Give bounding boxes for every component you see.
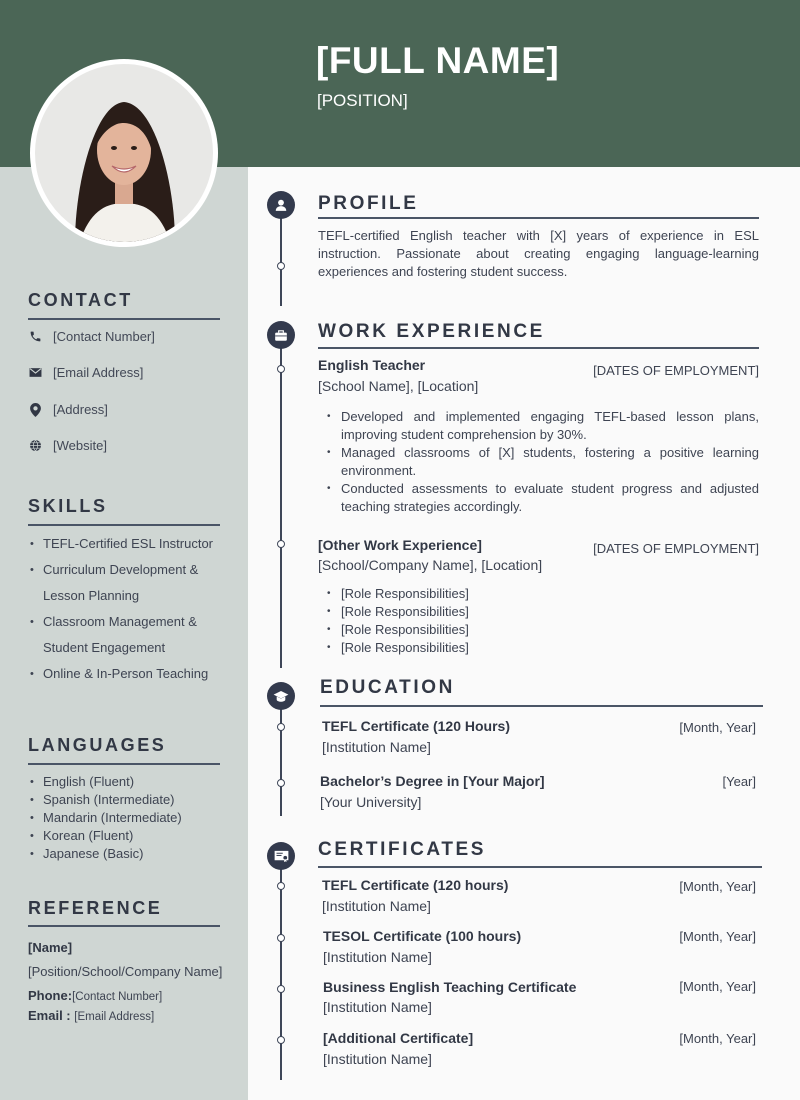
job-bullet: • Developed and implemented engaging TEFL-based lesson plans, improving student comprehension by 30%.: [326, 408, 759, 444]
skills-divider: [28, 524, 220, 526]
job-place: [School Name], [Location]: [318, 378, 479, 394]
education-title: Bachelor’s Degree in [Your Major]: [320, 773, 545, 789]
education-place: [Institution Name]: [322, 739, 431, 755]
briefcase-icon: [274, 329, 288, 342]
reference-phone-label: Phone:: [28, 988, 73, 1003]
skill-item: • Classroom Management &: [28, 609, 228, 635]
reference-email-label: Email :: [28, 1008, 71, 1023]
reference-position: [Position/School/Company Name]: [28, 964, 223, 979]
job-bullet: • Managed classrooms of [X] students, fostering a positive learning environment.: [326, 444, 759, 480]
certificate-date: [Month, Year]: [679, 929, 756, 944]
reference-name: [Name]: [28, 940, 73, 955]
contact-email: [28, 365, 143, 380]
certificate-icon: [274, 850, 289, 863]
certificate-date: [Month, Year]: [679, 1031, 756, 1046]
job-bullet: • [Role Responsibilities]: [326, 603, 759, 621]
language-item: • Japanese (Basic): [28, 845, 228, 863]
certificate-date: [Month, Year]: [679, 979, 756, 994]
job-bullet: • Conducted assessments to evaluate student progress and adjusted teaching strategies accordingly.: [326, 480, 759, 516]
timeline-dot: [277, 985, 285, 993]
certificate-place: [Institution Name]: [323, 999, 432, 1015]
job-dates: [DATES OF EMPLOYMENT]: [593, 541, 759, 556]
job-place: [School/Company Name], [Location]: [318, 557, 543, 573]
certificate-date: [Month, Year]: [679, 879, 756, 894]
languages-list: [28, 773, 228, 863]
contact-phone: [28, 329, 155, 344]
profile-heading: PROFILE: [318, 193, 419, 214]
education-date: [Year]: [722, 774, 756, 789]
contact-phone-text: [Contact Number]: [53, 329, 155, 344]
skill-item: Lesson Planning: [43, 588, 140, 603]
timeline-dot: [277, 723, 285, 731]
timeline-dot: [277, 365, 285, 373]
certificate-title: [Additional Certificate]: [323, 1030, 474, 1046]
job-bullet: • [Role Responsibilities]: [326, 585, 759, 603]
reference-heading: REFERENCE: [28, 898, 163, 918]
job-bullet: • [Role Responsibilities]: [326, 639, 759, 657]
language-item: • Spanish (Intermediate): [28, 791, 228, 809]
languages-heading: LANGUAGES: [28, 735, 167, 755]
job-bullet: • [Role Responsibilities]: [326, 621, 759, 639]
reference-phone: [28, 988, 162, 1003]
certificate-place: [Institution Name]: [322, 898, 431, 914]
timeline-dot: [277, 262, 285, 270]
language-item: • Korean (Fluent): [28, 827, 228, 845]
education-section-icon: [267, 682, 295, 710]
timeline-line: [280, 334, 282, 668]
profile-photo: [30, 59, 218, 247]
location-pin-icon: [28, 403, 42, 417]
profile-section-icon: [267, 191, 295, 219]
certificates-heading: CERTIFICATES: [318, 839, 487, 860]
timeline-dot: [277, 540, 285, 548]
education-place: [Your University]: [320, 794, 422, 810]
job-bullets: [326, 585, 759, 657]
timeline-dot: [277, 1036, 285, 1044]
certificate-place: [Institution Name]: [323, 949, 432, 965]
education-divider: [320, 705, 763, 707]
education-heading: EDUCATION: [320, 677, 455, 698]
certificate-title: TESOL Certificate (100 hours): [323, 928, 522, 944]
phone-icon: [28, 330, 42, 344]
profile-text: TEFL-certified English teacher with [X] years of experience in ESL instruction. Passionate about creating engaging language-learning experiences and fostering student success.: [318, 228, 759, 279]
certificates-divider: [318, 866, 762, 868]
reference-phone-value: [Contact Number]: [72, 991, 163, 1003]
email-icon: [28, 366, 42, 380]
graduation-cap-icon: [273, 690, 289, 703]
reference-divider: [28, 925, 220, 927]
job-dates: [DATES OF EMPLOYMENT]: [593, 363, 759, 378]
timeline-line: [280, 204, 282, 306]
timeline-dot: [277, 882, 285, 890]
certificates-section-icon: [267, 842, 295, 870]
language-item: • Mandarin (Intermediate): [28, 809, 228, 827]
education-date: [Month, Year]: [679, 720, 756, 735]
globe-icon: [28, 439, 42, 453]
job-bullets: [326, 408, 759, 516]
contact-website-text: [Website]: [53, 438, 107, 453]
skills-list: [28, 531, 228, 687]
position-title: [POSITION]: [317, 91, 408, 110]
full-name: [FULL NAME]: [316, 40, 560, 81]
job-title: [Other Work Experience]: [318, 537, 482, 553]
contact-website: [28, 438, 107, 453]
languages-divider: [28, 763, 220, 765]
timeline-line: [280, 694, 282, 816]
person-icon: [274, 198, 288, 212]
work-divider: [318, 347, 759, 349]
skill-item: Student Engagement: [43, 640, 166, 655]
skill-item: • Online & In-Person Teaching: [28, 661, 228, 687]
contact-divider: [28, 318, 220, 320]
timeline-dot: [277, 934, 285, 942]
contact-address-text: [Address]: [53, 402, 108, 417]
work-heading: WORK EXPERIENCE: [318, 321, 545, 342]
profile-divider: [318, 217, 759, 219]
certificate-title: TEFL Certificate (120 hours): [322, 877, 509, 893]
education-title: TEFL Certificate (120 Hours): [322, 718, 511, 734]
reference-email: [28, 1008, 154, 1023]
job-title: English Teacher: [318, 357, 426, 373]
work-section-icon: [267, 321, 295, 349]
certificate-title: Business English Teaching Certificate: [323, 979, 577, 995]
contact-email-text: [Email Address]: [53, 365, 144, 380]
contact-address: [28, 402, 108, 417]
skill-item: • TEFL-Certified ESL Instructor: [28, 531, 228, 557]
skill-item: • Curriculum Development &: [28, 557, 228, 583]
language-item: • English (Fluent): [28, 773, 228, 791]
reference-email-value: [Email Address]: [74, 1011, 155, 1023]
contact-heading: CONTACT: [28, 290, 133, 310]
skills-heading: SKILLS: [28, 496, 108, 516]
timeline-dot: [277, 779, 285, 787]
certificate-place: [Institution Name]: [323, 1051, 432, 1067]
